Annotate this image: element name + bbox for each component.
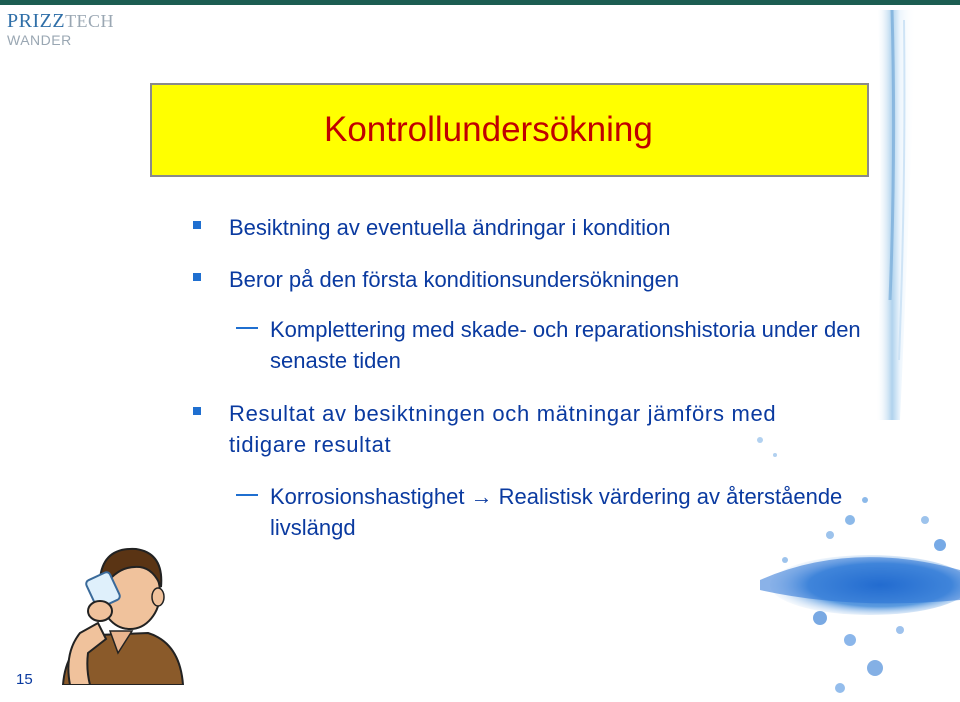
company-logo <box>7 11 114 47</box>
slide-title-box <box>150 83 869 177</box>
logo-word-wander: WANDER <box>7 32 72 48</box>
square-bullet-icon <box>193 273 201 281</box>
dash-bullet-icon <box>236 494 258 496</box>
square-bullet-icon <box>193 221 201 229</box>
sub-bullet-item <box>236 314 876 376</box>
bullet-text: Resultat av besiktningen och mätningar jämförs med tidigare resultat <box>229 401 777 457</box>
bullet-text: Besiktning av eventuella ändringar i kondition <box>229 215 671 240</box>
sub-bullet-text: Korrosionshastighet → Realistisk värdering av återstående livslängd <box>270 484 843 540</box>
sub-bullet-text: Komplettering med skade- och reparationshistoria under den senaste tiden <box>270 317 861 373</box>
slide-title: Kontrollundersökning <box>324 110 653 149</box>
bullet-item <box>195 212 845 243</box>
bullet-item <box>195 264 845 295</box>
sub-bullet-item <box>236 481 876 543</box>
bullet-text: Beror på den första konditionsundersökningen <box>229 267 680 292</box>
person-drinking-icon <box>58 535 188 685</box>
square-bullet-icon <box>193 407 201 415</box>
logo-word-tech: TECH <box>65 11 115 31</box>
logo-word-prizz: PRIZZ <box>7 10 66 32</box>
page-number: 15 <box>16 671 33 688</box>
dash-bullet-icon <box>236 327 258 329</box>
bullet-item <box>195 398 845 460</box>
